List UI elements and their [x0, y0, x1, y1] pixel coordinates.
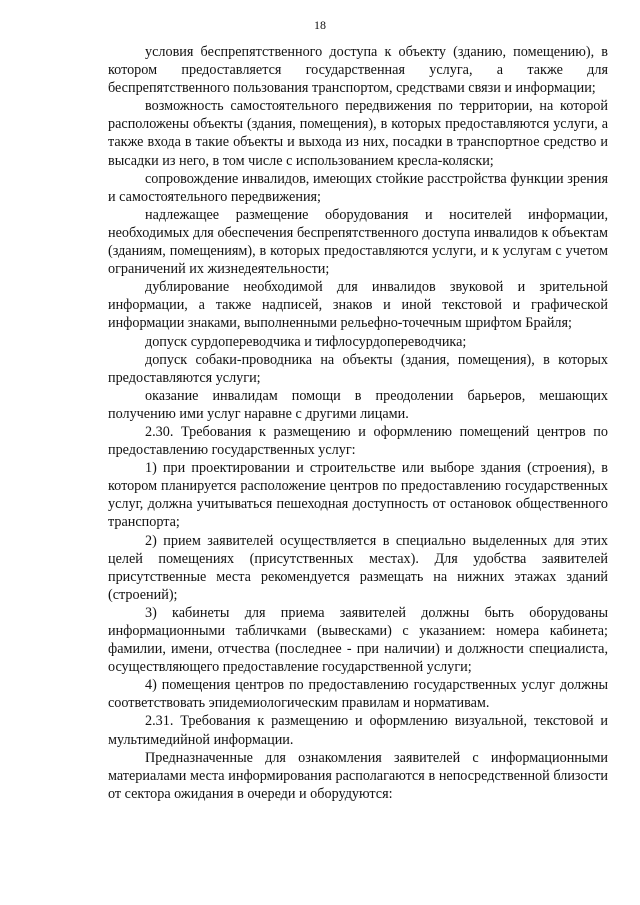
paragraph-information-duplication: дублирование необходимой для инвалидов звуковой и зрительной информации, а также надписей, знаков и иной текстовой и графической информации знаками, выполненными рельефно-точечным шрифтом Брайля; — [108, 279, 608, 332]
paragraph-accompaniment: сопровождение инвалидов, имеющих стойкие расстройства функции зрения и самостоятельного передвижения; — [108, 170, 608, 205]
paragraph-equipment-placement: надлежащее размещение оборудования и носителей информации, необходимых для обеспечения беспрепятственного доступа инвалидов к объектам (зданиям, помещениям), в которых предоставляются услуги, и к услугам с учетом ограничений их жизнедеятельности; — [108, 206, 608, 278]
list-item-3: 3) кабинеты для приема заявителей должны быть оборудованы информационными табличками (вывесками) с указанием: номера кабинета; фамилии, имени, отчества (последнее - при наличии) и должности специалиста, осуществляющего предоставление государственной услуги; — [108, 604, 608, 676]
list-item-2: 2) прием заявителей осуществляется в специально выделенных для этих целей помещениях (присутственных местах). Для удобства заявителей присутственные места рекомендуется размещать на нижних этажах зданий (строений); — [108, 532, 608, 603]
paragraph-information-places: Предназначенные для ознакомления заявителей с информационными материалами места информирования располагаются в непосредственной близости от сектора ожидания в очереди и оборудуются: — [108, 749, 608, 802]
list-item-4: 4) помещения центров по предоставлению государственных услуг должны соответствовать эпидемиологическим правилам и нормативам. — [108, 677, 608, 712]
section-heading-2-30: 2.30. Требования к размещению и оформлению помещений центров по предоставлению государственных услуг: — [108, 423, 608, 459]
paragraph-guide-dog-admission: допуск собаки-проводника на объекты (здания, помещения), в которых предоставляются услуги; — [108, 351, 608, 386]
document-body — [108, 43, 608, 803]
section-heading-2-31: 2.31. Требования к размещению и оформлению визуальной, текстовой и мультимедийной информации. — [108, 713, 608, 748]
paragraph-access-conditions: условия беспрепятственного доступа к объекту (зданию, помещению), в котором предоставляется государственная услуга, а также для беспрепятственного пользования транспортом, средствами связи и информации; — [108, 44, 608, 97]
paragraph-barrier-assistance: оказание инвалидам помощи в преодолении барьеров, мешающих получению ими услуг наравне с другими лицами. — [108, 387, 608, 422]
paragraph-independent-movement: возможность самостоятельного передвижения по территории, на которой расположены объекты (здания, помещения), в которых предоставляются услуги, а также входа в такие объекты и выхода из них, посадки в транспортное средство и высадки из него, в том числе с использованием кресла-коляски; — [108, 98, 608, 169]
list-item-1: 1) при проектировании и строительстве или выборе здания (строения), в котором планируется расположение центров по предоставлению государственных услуг, должна учитываться пешеходная доступность от остановок общественного транспорта; — [108, 460, 608, 531]
page-number: 18 — [314, 18, 326, 32]
paragraph-interpreter-admission: допуск сурдопереводчика и тифлосурдопереводчика; — [145, 333, 467, 350]
